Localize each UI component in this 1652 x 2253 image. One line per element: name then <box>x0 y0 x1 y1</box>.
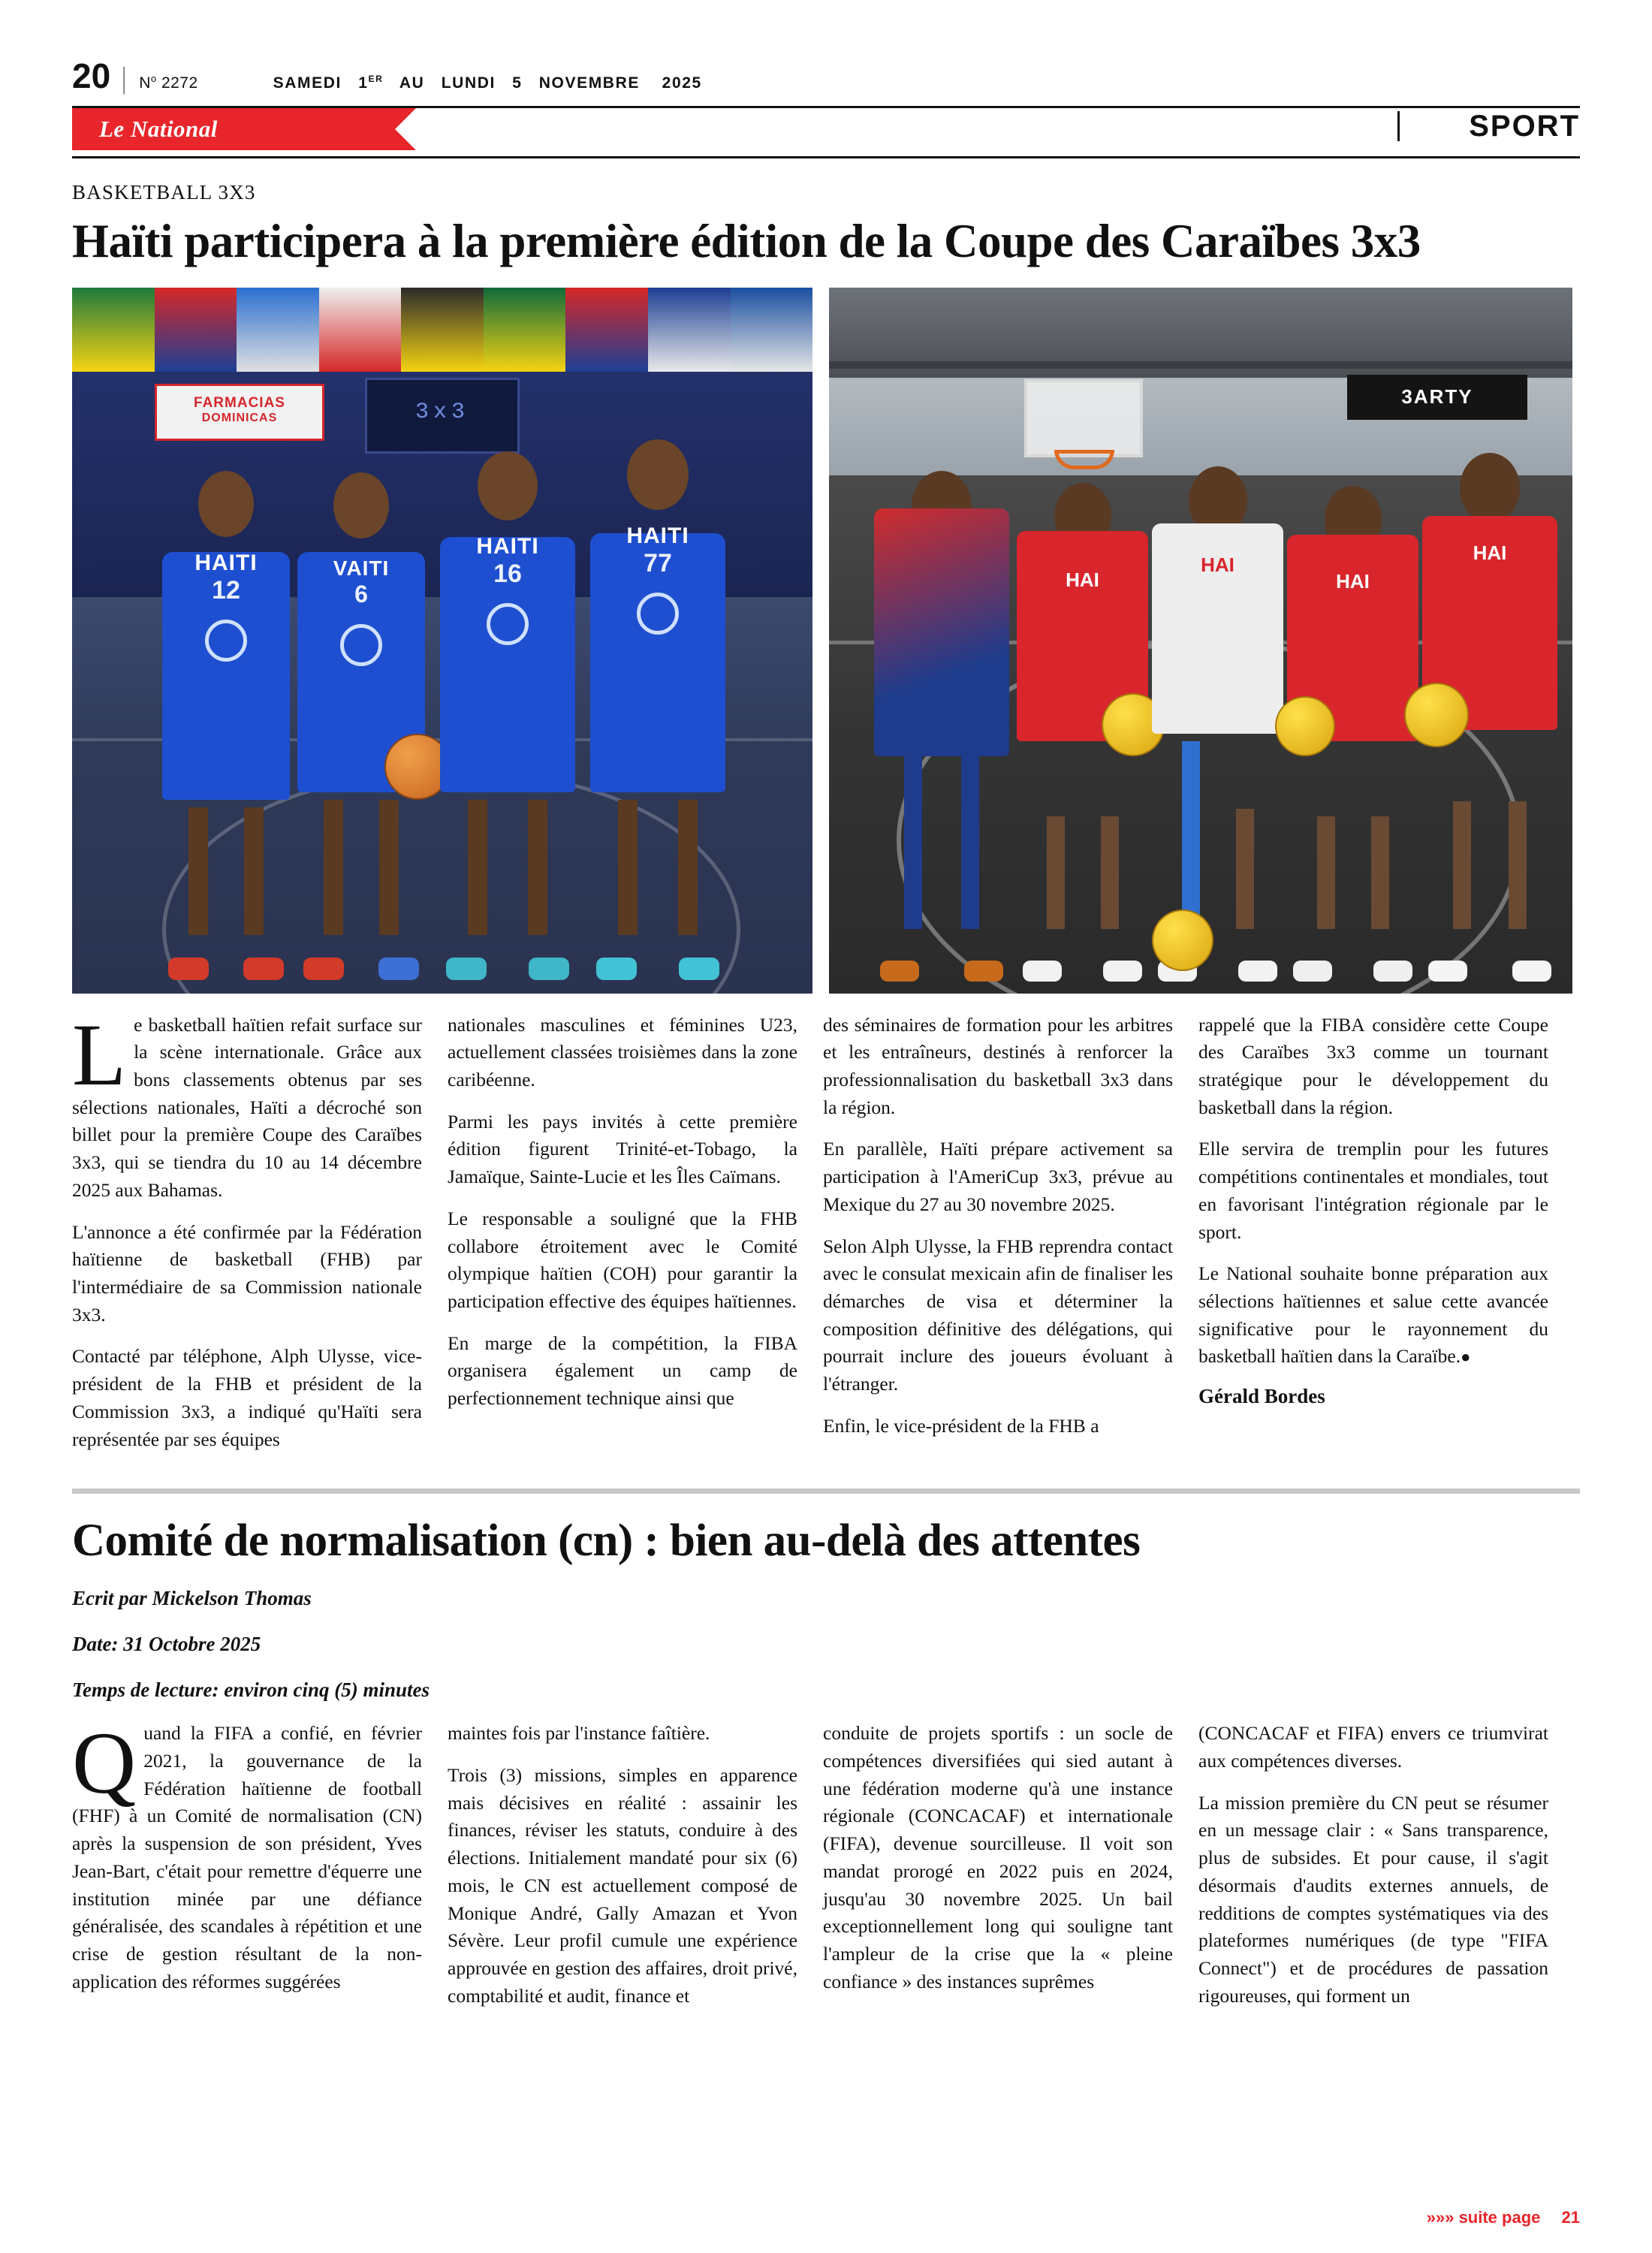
scoreboard: 3x3 <box>365 378 520 454</box>
player-red-1: HAI <box>1017 463 1148 982</box>
official-person <box>874 456 1009 982</box>
paragraph: Elle servira de tremplin pour les futures compétitions continentales et mondiales, tout en favorisant l'intégration régionale par le sport. <box>1198 1138 1548 1243</box>
photo-men-team <box>72 288 812 994</box>
end-mark: ● <box>1461 1347 1471 1367</box>
pharmacy-sign: FARMACIAS DOMINICAS <box>155 384 324 441</box>
article1-column-1 <box>72 1005 422 1468</box>
paragraph: conduite de projets sportifs : un socle de compétences diversifiées qui sied autant à une fédération moderne qu'à une instance régionale (CONCACAF) et internationale (FIFA), devenue sourcilleuse. Il voit son mandat prorogé en 2022 puis en 2024, jusqu'au 30 novembre 2025. Un bail exceptionnellement long qui souligne tant l'ampleur de la crise que la « pleine confiance » des instances suprêmes <box>823 1722 1173 1992</box>
masthead <box>72 0 1580 95</box>
article1-column-4 <box>1198 1012 1548 1468</box>
photo-delegation <box>829 288 1572 994</box>
article1-byline: Gérald Bordes <box>1198 1385 1325 1408</box>
section-title: SPORT <box>1469 110 1580 143</box>
issue-number-value: 2272 <box>161 74 198 92</box>
brand-flag <box>72 108 395 150</box>
article1-kicker: BASKETBALL 3X3 <box>72 181 256 204</box>
paragraph: L'annonce a été confirmée par la Fédération haïtienne de basketball (FHB) par l'intermédiaire de sa Commission nationale 3x3. <box>72 1220 422 1326</box>
paragraph: maintes fois par l'instance faîtière. <box>448 1722 710 1745</box>
continuation-page: 21 <box>1561 2208 1580 2227</box>
paragraph: des séminaires de formation pour les arbitres et les entraîneurs, destinés à renforcer la professionnalisation du basketball 3x3 dans la région. <box>823 1013 1173 1118</box>
player-16: HAITI 16 <box>440 447 575 980</box>
paragraph: Trois (3) missions, simples en apparence mais décisives en réalité : assainir les finances, réviser les statuts, conduire à des élections. Initialement mandaté pour six (6) mois, le CN est actuellement composé de Monique André, Gally Amazan et Yvon Sévère. Leur profil cumule une expérience approuvée en gestion des affaires, droit privé, comptabilité et audit, finance et <box>448 1764 797 2007</box>
masthead-date: SAMEDI 1ER AU LUNDI 5 NOVEMBRE 2025 <box>273 74 702 92</box>
player-12: HAITI 12 <box>162 462 290 980</box>
masthead-divider: | <box>121 61 128 95</box>
issue-number: $N^o$ 2272 <box>139 73 198 92</box>
sponsor-banner: 3ARTY <box>1347 375 1527 420</box>
article2-column-1 <box>72 1714 422 2024</box>
paragraph: Le basketball haïtien refait surface sur la scène internationale. Grâce aux bons classements obtenus par ses sélections nationales, Haïti a décroché son billet pour la première Coupe des Caraïbes 3x3, qui se tiendra du 10 au 14 décembre 2025 aux Bahamas. <box>72 1005 422 1201</box>
article2-author: Ecrit par Mickelson Thomas <box>72 1587 312 1610</box>
brand-rule <box>72 156 1580 158</box>
continuation-label: »»» suite page <box>1426 2208 1541 2227</box>
basketball <box>1404 683 1469 747</box>
article2-column-2 <box>448 1720 797 2024</box>
page-number: 20 <box>72 56 111 95</box>
article1-column-3 <box>823 1012 1173 1468</box>
continuation-note[interactable] <box>1427 2208 1580 2227</box>
paragraph: nationales masculines et féminines U23, actuellement classées troisièmes dans la zone caribéenne. <box>448 1013 797 1090</box>
article1-photos <box>72 288 1580 994</box>
brand-name: Le National <box>99 116 218 142</box>
paragraph: Le responsable a souligné que la FHB collabore étroitement avec le Comité olympique haïtien (COH) pour garantir la participation effective des équipes haïtiennes. <box>448 1207 797 1313</box>
basketball-floor <box>1152 909 1213 971</box>
paragraph <box>1198 1260 1548 1371</box>
player-77: HAITI 77 <box>590 439 725 980</box>
article2-date: Date: 31 Octobre 2025 <box>72 1633 261 1656</box>
player-6: VAITI 6 <box>297 454 425 980</box>
player-red-3: HAI <box>1287 463 1418 982</box>
paragraph: Quand la FIFA a confié, en février 2021, la gouvernance de la Fédération haïtienne de football (FHF) à un Comité de normalisation (CN) après la suspension de son président, Yves Jean-Bart, c'était pour remettre d'équerre une institution minée par une défiance généralisée, des scandales à répétition et une crise de gestion résultant de la non-application des réformes suggérées <box>72 1714 422 1992</box>
article2-body <box>72 1714 1580 2024</box>
paragraph: Contacté par téléphone, Alph Ulysse, vice-président de la FHB et président de la Commission 3x3, a indiqué qu'Haïti sera représentée par ses équipes <box>72 1345 422 1450</box>
flags-decor <box>72 288 812 372</box>
paragraph: La mission première du CN peut se résumer en un message clair : « Sans transparence, plus de subsides. Et pour cause, il s'agit désormais d'audits externes annuels, de redditions de comptes systématiques via des plateformes numériques (de type "FIFA Connect") et de procédures de passation rigoureuses, qui forment un <box>1198 1791 1548 2007</box>
paragraph: (CONCACAF et FIFA) envers ce triumvirat aux compétences diverses. <box>1198 1722 1548 1772</box>
article1-column-2 <box>448 1012 797 1468</box>
article1-headline: Haïti participera à la première édition de la Coupe des Caraïbes 3x3 <box>72 215 1421 267</box>
paragraph-text: Le National souhaite bonne préparation aux sélections haïtiennes et salue cette avancée significative pour le rayonnement du basketball haïtien dans la Caraïbe. <box>1198 1262 1548 1368</box>
article2-headline: Comité de normalisation (cn) : bien au-delà des attentes <box>72 1516 1141 1567</box>
article1-body <box>72 1005 1580 1468</box>
player-red-4: HAI <box>1422 448 1557 982</box>
paragraph: rappelé que la FIBA considère cette Coupe des Caraïbes 3x3 comme un tournant stratégique pour le développement du basketball dans la région. <box>1198 1013 1548 1118</box>
article2-column-4 <box>1198 1720 1548 2024</box>
brand-bar <box>72 108 1580 153</box>
article2-column-3 <box>823 1720 1173 2024</box>
article-separator-rule <box>72 1488 1580 1494</box>
paragraph: En parallèle, Haïti prépare activement sa participation à l'AmeriCup 3x3, prévue au Mexique du 27 au 30 novembre 2025. <box>823 1138 1173 1215</box>
paragraph: En marge de la compétition, la FIBA organisera également un camp de perfectionnement technique ainsi que <box>448 1332 797 1410</box>
basketball <box>1275 696 1335 756</box>
paragraph: Parmi les pays invités à cette première édition figurent Trinité-et-Tobago, la Jamaïque, Sainte-Lucie et les Îles Caïmans. <box>448 1110 797 1188</box>
paragraph: Enfin, le vice-président de la FHB a <box>823 1414 1099 1437</box>
player-red-2: HAI <box>1152 456 1283 982</box>
article2-reading-time: Temps de lecture: environ cinq (5) minutes <box>72 1678 430 1702</box>
paragraph: Selon Alph Ulysse, la FHB reprendra contact avec le consulat mexicain afin de finaliser les démarches de visa et déterminer la composition définitive des délégations, qui pourrait inclure des joueurs évoluant à l'étranger. <box>823 1235 1173 1395</box>
section-divider <box>1397 111 1400 141</box>
